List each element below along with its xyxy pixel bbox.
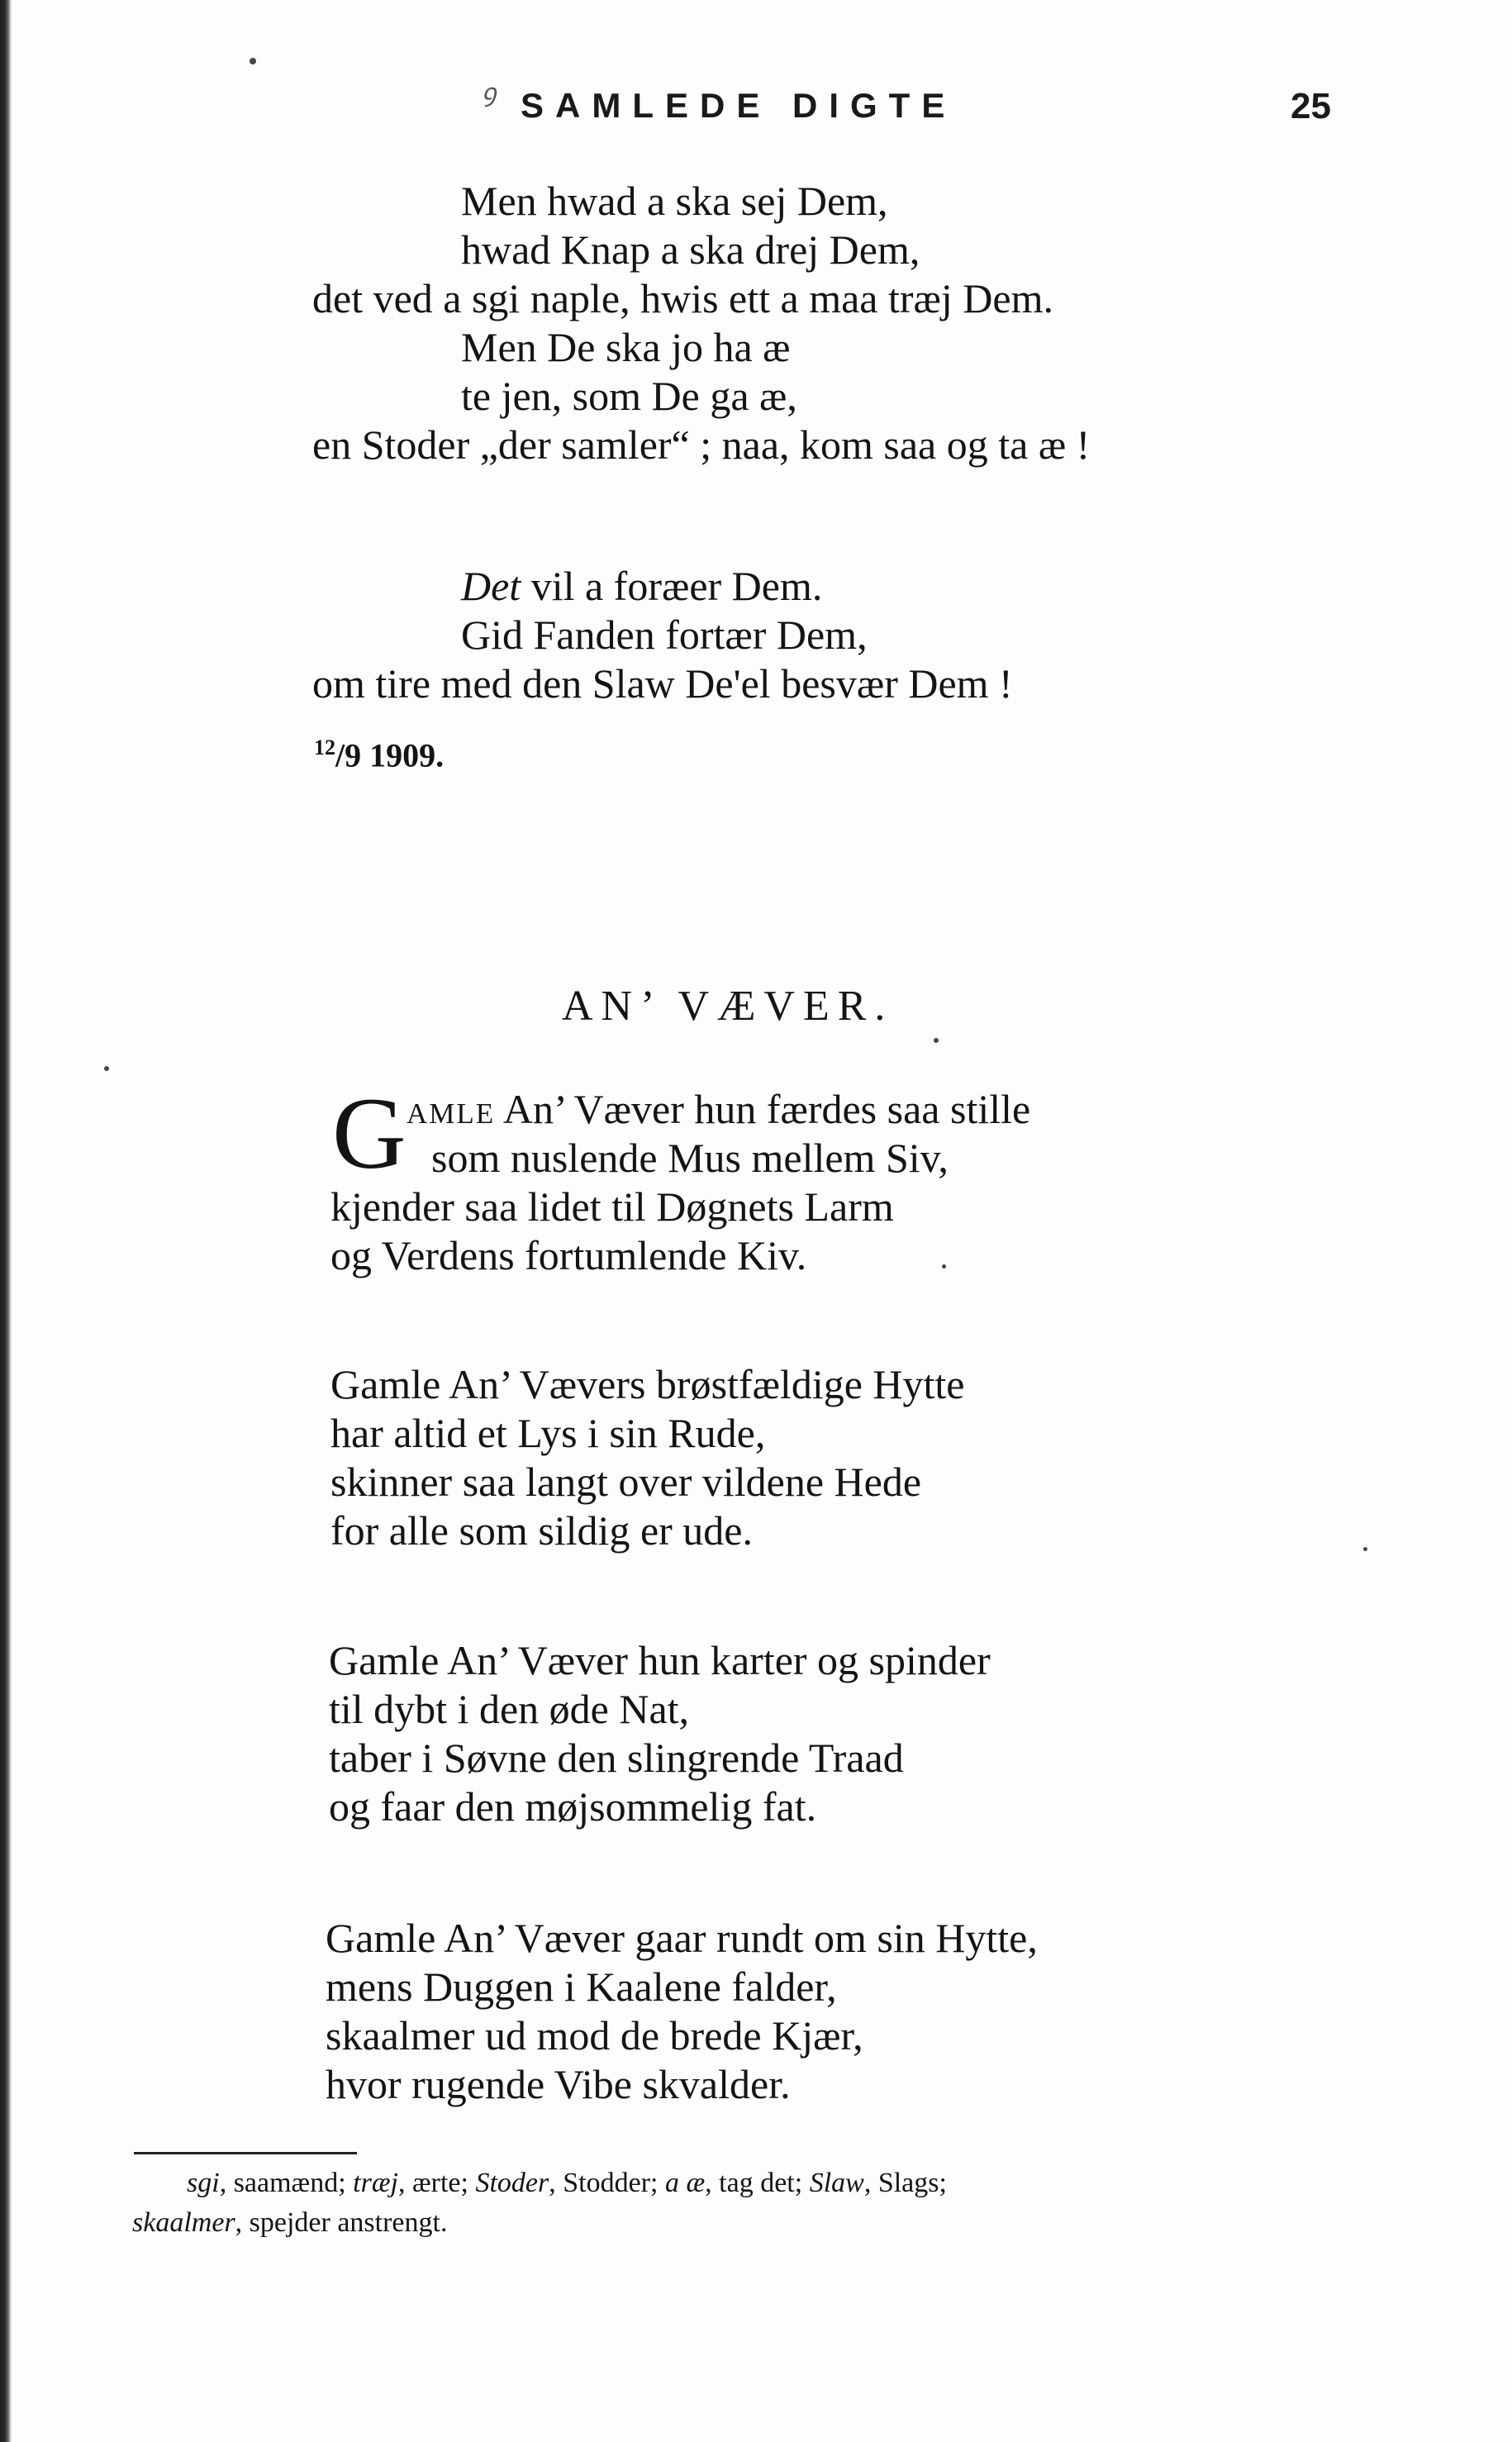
footnote-rule xyxy=(134,2152,357,2154)
footnote-gloss: , saamænd; xyxy=(219,2168,354,2198)
verse-line: Men hwad a ska sej Dem, xyxy=(461,178,888,224)
verse-line xyxy=(312,562,1013,611)
scan-speck xyxy=(104,1066,109,1071)
date-rest: /9 1909. xyxy=(335,736,445,774)
footnote-gloss: , spejder anstrengt. xyxy=(235,2207,448,2238)
verse-line: taber i Søvne den slingrende Traad xyxy=(329,1735,904,1781)
verse-line: det ved a sgi naple, hwis ett a maa træj Dem. xyxy=(312,275,1053,321)
verse-line: hwad Knap a ska drej Dem, xyxy=(461,226,920,273)
verse-line-rest: vil a foræer Dem. xyxy=(521,563,823,609)
emphasis: Det xyxy=(461,563,521,609)
verse-line: en Stoder „der samler“ ; naa, kom saa og ta æ ! xyxy=(312,421,1091,468)
verse-line: Gamle An’ Vævers brøstfældige Hytte xyxy=(330,1361,965,1407)
footnote-gloss: , Slags; xyxy=(863,2168,947,2198)
verse-line: som nuslende Mus mellem Siv, xyxy=(431,1135,949,1181)
binding-shadow xyxy=(0,0,12,2442)
poem2-stanza1 xyxy=(330,1077,1031,1280)
footnotes xyxy=(132,2164,1347,2243)
verse-line: Men De ska jo ha æ xyxy=(461,324,791,370)
footnote-gloss: , ærte; xyxy=(397,2168,476,2198)
footnote-term: sgi xyxy=(187,2168,220,2198)
footnote-term: skaalmer xyxy=(132,2207,235,2238)
smallcaps-word: amle xyxy=(407,1086,496,1132)
date-day: 12 xyxy=(314,735,335,759)
poem1-stanza1 xyxy=(312,177,1090,469)
poem2-stanza4 xyxy=(326,1914,1038,2109)
verse-line: for alle som sildig er ude. xyxy=(330,1507,753,1554)
verse-line xyxy=(330,1085,1030,1134)
verse-line: til dybt i den øde Nat, xyxy=(329,1686,690,1732)
footnote-term: Stoder xyxy=(475,2168,549,2198)
drop-cap: G xyxy=(332,1077,407,1190)
scan-speck xyxy=(1363,1547,1367,1551)
poem1-stanza2 xyxy=(312,562,1013,708)
poem-date xyxy=(314,735,444,774)
scan-speck xyxy=(250,58,256,64)
running-title: SAMLEDE DIGTE xyxy=(521,86,957,125)
footnote-line xyxy=(132,2203,1347,2243)
verse-line: hvor rugende Vibe skvalder. xyxy=(326,2061,791,2107)
ornament-mark: ꝯ xyxy=(482,79,497,107)
verse-line: kjender saa lidet til Døgnets Larm xyxy=(330,1183,894,1230)
footnote-line xyxy=(132,2164,1347,2203)
page-number: 25 xyxy=(1291,86,1331,126)
verse-line: om tire med den Slaw De'el besvær Dem ! xyxy=(312,660,1013,707)
scan-speck xyxy=(942,1264,946,1269)
footnote-term: træj xyxy=(353,2168,398,2198)
poem2-stanza3 xyxy=(329,1636,991,1831)
footnote-term: a æ xyxy=(664,2168,706,2198)
verse-line: og faar den møjsommelig fat. xyxy=(329,1783,817,1830)
verse-line: og Verdens fortumlende Kiv. xyxy=(330,1232,807,1278)
verse-line: Gid Fanden fortær Dem, xyxy=(461,612,868,658)
poem-title: AN’ VÆVER. xyxy=(562,983,894,1030)
footnote-gloss: , tag det; xyxy=(705,2168,810,2198)
scan-speck xyxy=(934,1038,939,1043)
verse-line-rest: An’ Væver hun færdes saa stille xyxy=(495,1086,1031,1132)
verse-line: mens Duggen i Kaalene falder, xyxy=(326,1964,837,2010)
verse-line: Gamle An’ Væver gaar rundt om sin Hytte, xyxy=(326,1915,1038,1961)
verse-line: skinner saa langt over vildene Hede xyxy=(330,1459,922,1505)
verse-line: Gamle An’ Væver hun karter og spinder xyxy=(329,1637,991,1683)
footnote-term: Slaw xyxy=(809,2168,864,2198)
poem2-stanza2 xyxy=(330,1360,964,1555)
verse-line: har altid et Lys i sin Rude, xyxy=(330,1410,766,1456)
verse-line: te jen, som De ga æ, xyxy=(461,373,797,419)
page-header xyxy=(0,79,1512,137)
footnote-gloss: , Stodder; xyxy=(549,2168,665,2198)
verse-line: skaalmer ud mod de brede Kjær, xyxy=(326,2012,863,2059)
